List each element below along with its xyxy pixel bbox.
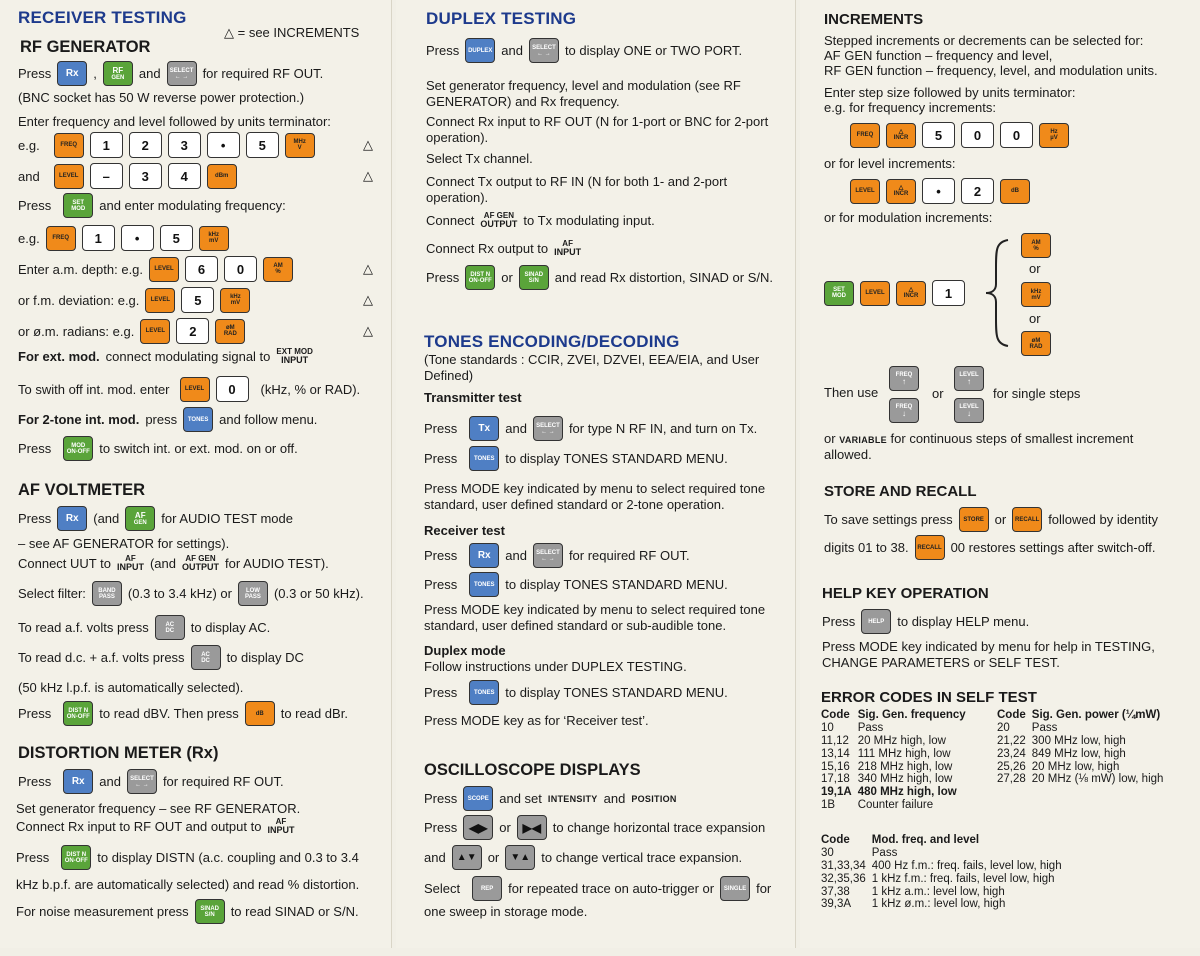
duplex-line-1: Press DUPLEX and SELECT ← → to display ONE or TWO PORT. [426, 38, 742, 63]
db-key[interactable]: dB [245, 701, 275, 726]
osc-line-5: one sweep in storage mode. [424, 904, 588, 919]
digit-key[interactable]: 5 [181, 287, 214, 313]
minus-key[interactable]: – [90, 163, 123, 189]
osc-line-3: and ▲▼ or ▼▲ to change vertical trace expansion. [424, 845, 742, 870]
table-row [821, 773, 972, 786]
error-description: 1 kHz a.m.: level low, high [871, 885, 1005, 898]
table-row [997, 773, 1169, 786]
eg-freq-row: e.g. FREQ 1 2 3 • 5 MHz V △ [18, 132, 373, 158]
afv-dbv-row: Press DIST N ON-OFF to read dBV. Then press dB to read dBr. [18, 701, 348, 726]
af-input-label: AF INPUT [267, 817, 295, 835]
error-description: Pass [1031, 721, 1058, 734]
switch-off-mod-row: To swith off int. mod. enter LEVEL 0 (kHz, % or RAD). [18, 376, 360, 402]
incr-line-2: AF GEN function – frequency and level, [824, 48, 1053, 63]
duplex-mode-line-1: Follow instructions under DUPLEX TESTING. [424, 659, 687, 674]
recall-key[interactable]: RECALL [1012, 507, 1042, 532]
increments-triangle: △ [363, 323, 373, 338]
af-gen-output-label: AF GEN OUTPUT [480, 211, 518, 229]
or-label: or [932, 386, 944, 401]
am-pct-key[interactable]: AM % [263, 257, 293, 282]
afv-ac-row: To read a.f. volts press AC DC to display AC. [18, 615, 270, 640]
duplex-tones-panel [396, 0, 796, 948]
increments-triangle: △ [363, 137, 373, 152]
om-rad-key[interactable]: øM RAD [215, 319, 245, 344]
level-key[interactable]: LEVEL [54, 164, 84, 189]
increments-panel [800, 0, 1200, 948]
hz-uv-key[interactable]: Hz µV [1039, 123, 1069, 148]
error-description: Counter failure [857, 799, 934, 812]
error-description: 1 kHz f.m.: freq. fails, level low, high [871, 872, 1055, 885]
afv-line-3: Connect UUT to AF INPUT (and AF GEN OUTPUT for AUDIO TEST). [18, 554, 329, 572]
rx-key[interactable]: Rx [63, 769, 93, 794]
osc-line-4: Select REP for repeated trace on auto-trigger or SINGLE for [424, 876, 771, 901]
tone-standards: (Tone standards : CCIR, ZVEI, DZVEI, EEA/EIA, and User Defined) [424, 352, 760, 383]
table-row [821, 886, 1068, 899]
variable-line: or VARIABLE for continuous steps of smallest increment allowed. [824, 431, 1134, 462]
table-row [821, 898, 1068, 911]
or-label: or [1029, 311, 1041, 326]
mhz-v-key[interactable]: MHz V [285, 133, 315, 158]
duplex-line-7: Connect Rx output to AF INPUT [426, 239, 582, 257]
dist-noise-row: For noise measurement press SINAD S/N to read SINAD or S/N. [16, 899, 359, 924]
digit-key[interactable]: 2 [129, 132, 162, 158]
rfgen-line-1: Press Rx , RF GEN and SELECT ← → for required RF OUT. [18, 61, 388, 86]
error-code: 15,16 [821, 760, 850, 773]
select-key[interactable]: SELECT ← → [127, 769, 157, 794]
incr-line-7: or for modulation increments: [824, 210, 993, 225]
ac-dc-key[interactable]: AC DC [191, 645, 221, 670]
afv-lpf-note: (50 kHz l.p.f. is automatically selected). [18, 680, 244, 695]
select-key[interactable]: SELECT ← → [167, 61, 197, 86]
error-description: 111 MHz high, low [857, 747, 951, 760]
tx-line-2: Press TONES to display TONES STANDARD MENU. [424, 446, 728, 471]
incr-key[interactable]: △ INCR [886, 123, 916, 148]
level-key[interactable]: LEVEL [140, 319, 170, 344]
single-key[interactable]: SINGLE [720, 876, 750, 901]
table-row [821, 847, 1068, 860]
table-row [997, 748, 1169, 761]
level-key[interactable]: LEVEL [860, 281, 890, 306]
table-row [821, 761, 972, 774]
error-code: 31,33,34 [821, 859, 866, 872]
tones-key[interactable]: TONES [469, 572, 499, 597]
error-description: 849 MHz low, high [1031, 747, 1126, 760]
receiver-test-heading: Receiver test [424, 523, 505, 538]
error-code: 37,38 [821, 885, 850, 898]
table-row [821, 748, 972, 761]
level-key[interactable]: LEVEL [850, 179, 880, 204]
store-recall-heading: STORE AND RECALL [824, 483, 977, 500]
digit-key[interactable]: 0 [224, 256, 257, 282]
incr-line-5: e.g. for frequency increments: [824, 100, 996, 115]
oscilloscope-heading: OSCILLOSCOPE DISPLAYS [424, 761, 641, 779]
store-line-2: digits 01 to 38. RECALL 00 restores settings after switch-off. [824, 535, 1156, 560]
digit-key[interactable]: 2 [961, 178, 994, 204]
error-code: 11,12 [821, 734, 849, 747]
error-description: 1 kHz ø.m.: level low, high [871, 898, 1006, 911]
table-row [821, 722, 972, 735]
receiver-testing-title: RECEIVER TESTING [18, 8, 187, 27]
afv-line-1: Press Rx (and AF GEN for AUDIO TEST mode [18, 506, 293, 531]
select-key[interactable]: SELECT ← → [533, 543, 563, 568]
digit-key[interactable]: 1 [82, 225, 115, 251]
dot-key[interactable]: • [121, 225, 154, 251]
duplex-line-2: Set generator frequency, level and modulation (see RF GENERATOR) and Rx frequency. [426, 78, 741, 109]
dot-key[interactable]: • [207, 132, 240, 158]
freq-incr-row [850, 122, 1069, 148]
digit-key[interactable]: 0 [216, 376, 249, 402]
incr-key[interactable]: △ INCR [896, 281, 926, 306]
or-label: or [1029, 261, 1041, 276]
rx-line-3: Press MODE key indicated by menu to select required tone standard, user defined standard or sub-audible tone. [424, 602, 766, 633]
osc-line-1: Press SCOPE and set INTENSITY and POSITION [424, 786, 677, 811]
scope-key[interactable]: SCOPE [463, 786, 493, 811]
error-description: 400 Hz f.m.: freq. fails, level low, high [871, 859, 1062, 872]
fm-deviation-row: or f.m. deviation: e.g. LEVEL 5 kHz mV △ [18, 287, 373, 313]
sinad-key[interactable]: SINAD S/N [195, 899, 225, 924]
power-error-table: Code Sig. Gen. power (¼mW) 20 Pass 21,22 300 MHz low, high 23,24 849 MHz low, high 25,26 20 MHz low, high 27,28 20 MHz (⅛ mW) low, high [997, 709, 1169, 786]
freq-down-key[interactable]: FREQ ↓ [889, 398, 919, 423]
select-key[interactable]: SELECT ← → [529, 38, 559, 63]
recall-key[interactable]: RECALL [915, 535, 945, 560]
rx-key[interactable]: Rx [57, 506, 87, 531]
duplex-mode-line-3: Press MODE key as for ‘Receiver test’. [424, 713, 649, 728]
select-key[interactable]: SELECT ← → [533, 416, 563, 441]
error-description: 340 MHz high, low [857, 773, 953, 786]
help-line-2: Press MODE key indicated by menu for help in TESTING, CHANGE PARAMETERS or SELF TEST. [822, 639, 1155, 670]
digit-key[interactable]: 5 [922, 122, 955, 148]
store-key[interactable]: STORE [959, 507, 989, 532]
error-code: 21,22 [997, 734, 1026, 747]
incr-line-6: or for level increments: [824, 156, 956, 171]
duplex-line-6: Connect AF GEN OUTPUT to Tx modulating input. [426, 211, 655, 229]
osc-line-2: Press ◀▶ or ▶◀ to change horizontal trace expansion [424, 815, 765, 840]
table-row [821, 860, 1068, 873]
distn-onoff-key[interactable]: DIST N ON-OFF [465, 265, 495, 290]
freq-key[interactable]: FREQ [46, 226, 76, 251]
duplex-line-5: Connect Tx output to RF IN (N for both 1- and 2-port operation). [426, 174, 728, 205]
level-key[interactable]: LEVEL [145, 288, 175, 313]
error-description: Pass [857, 721, 884, 734]
incr-key[interactable]: △ INCR [886, 179, 916, 204]
tones-title: TONES ENCODING/DECODING [424, 332, 680, 351]
increments-triangle: △ [363, 292, 373, 307]
error-code: 10 [821, 721, 834, 734]
rx-key[interactable]: Rx [57, 61, 87, 86]
transmitter-test-heading: Transmitter test [424, 390, 522, 405]
afv-filter-row: Select filter: BAND PASS (0.3 to 3.4 kHz) or LOW PASS (0.3 or 50 kHz). [18, 581, 364, 606]
enter-freq-text: Enter frequency and level followed by units terminator: [18, 114, 331, 129]
duplex-line-3: Connect Rx input to RF OUT (N for 1-port or BNC for 2-port operation). [426, 114, 769, 145]
error-description: 20 MHz high, low [857, 734, 946, 747]
db-key[interactable]: dB [1000, 179, 1030, 204]
error-code: 25,26 [997, 760, 1026, 773]
digit-key[interactable]: 0 [1000, 122, 1033, 148]
vertical-contract-key[interactable]: ▼▲ [505, 845, 535, 870]
am-depth-row: Enter a.m. depth: e.g. LEVEL 6 0 AM % △ [18, 256, 373, 282]
error-description: 20 MHz (⅛ mW) low, high [1031, 773, 1164, 786]
tones-key[interactable]: TONES [469, 680, 499, 705]
freq-error-table: Code Sig. Gen. frequency 10 Pass 11,12 20 MHz high, low 13,14 111 MHz high, low 15,16 218 MHz high, low 17,18 340 MHz high, low 19,1A 480 MHz high, low 1B Counter failure [821, 709, 972, 812]
digit-key[interactable]: 6 [185, 256, 218, 282]
khz-mv-key[interactable]: kHz mV [199, 226, 229, 251]
error-code: 39,3A [821, 898, 852, 911]
increments-note: △ = see INCREMENTS [224, 25, 360, 40]
error-code: 32,35,36 [821, 872, 866, 885]
freq-key[interactable]: FREQ [54, 133, 84, 158]
duplex-key[interactable]: DUPLEX [465, 38, 495, 63]
error-code: 20 [997, 721, 1010, 734]
tones-key[interactable]: TONES [183, 407, 213, 432]
error-description: 480 MHz high, low [857, 786, 957, 799]
low-pass-key[interactable]: LOW PASS [238, 581, 268, 606]
duplex-testing-title: DUPLEX TESTING [426, 9, 577, 28]
band-pass-key[interactable]: BAND PASS [92, 581, 122, 606]
error-code: 13,14 [821, 747, 850, 760]
incr-line-3: RF GEN function – frequency, level, and modulation units. [824, 63, 1158, 78]
level-key[interactable]: LEVEL [180, 377, 210, 402]
bnc-note: (BNC socket has 50 W reverse power protection.) [18, 90, 305, 105]
khz-mv-key[interactable]: kHz mV [220, 288, 250, 313]
dist-line-5: kHz b.p.f. are automatically selected) and read % distortion. [16, 877, 360, 892]
receiver-testing-panel [0, 0, 392, 948]
af-input-label: AF INPUT [116, 554, 144, 572]
freq-up-key[interactable]: FREQ ↑ [889, 366, 919, 391]
error-description: Pass [871, 846, 898, 859]
rf-gen-key[interactable]: RF GEN [103, 61, 133, 86]
error-description: 300 MHz low, high [1031, 734, 1126, 747]
help-heading: HELP KEY OPERATION [822, 585, 989, 602]
dist-line-1: Press Rx and SELECT ← → for required RF OUT. [18, 769, 284, 794]
error-code: 1B [821, 799, 836, 812]
help-key[interactable]: HELP [861, 609, 891, 634]
vertical-expand-key[interactable]: ▲▼ [452, 845, 482, 870]
error-description: 20 MHz low, high [1031, 760, 1120, 773]
rx-line-2: Press TONES to display TONES STANDARD MENU. [424, 572, 728, 597]
rep-key[interactable]: REP [472, 876, 502, 901]
khz-mv-key[interactable]: kHz mV [1021, 282, 1051, 307]
help-line-1: Press HELP to display HELP menu. [822, 609, 1029, 634]
set-mod-key[interactable]: SET MOD [63, 193, 93, 218]
duplex-line-4: Select Tx channel. [426, 151, 533, 166]
af-input-label: AF INPUT [554, 239, 582, 257]
digit-key[interactable]: 1 [90, 132, 123, 158]
duplex-mode-heading: Duplex mode [424, 643, 506, 658]
increments-triangle: △ [363, 261, 373, 276]
digit-key[interactable]: 0 [961, 122, 994, 148]
afv-dc-row: To read d.c. + a.f. volts press AC DC to display DC [18, 645, 304, 670]
duplex-mode-line-2: Press TONES to display TONES STANDARD MENU. [424, 680, 728, 705]
error-description: 218 MHz high, low [857, 760, 953, 773]
om-radians-row: or ø.m. radians: e.g. LEVEL 2 øM RAD △ [18, 318, 373, 344]
table-row [997, 761, 1169, 774]
error-code: 27,28 [997, 773, 1026, 786]
set-mod-key[interactable]: SET MOD [824, 281, 854, 306]
freq-key[interactable]: FREQ [850, 123, 880, 148]
dist-line-4: Press DIST N ON-OFF to display DISTN (a.c. coupling and 0.3 to 3.4 [16, 845, 359, 870]
af-gen-key[interactable]: AF GEN [125, 506, 155, 531]
level-down-key[interactable]: LEVEL ↓ [954, 398, 984, 423]
digit-key[interactable]: 2 [176, 318, 209, 344]
digit-key[interactable]: 3 [129, 163, 162, 189]
distn-onoff-key[interactable]: DIST N ON-OFF [63, 701, 93, 726]
error-code: 23,24 [997, 747, 1026, 760]
rx-key[interactable]: Rx [469, 543, 499, 568]
mod-onoff-key[interactable]: MOD ON-OFF [63, 436, 93, 461]
table-row [821, 799, 972, 812]
af-voltmeter-heading: AF VOLTMETER [18, 481, 146, 499]
dist-line-3: Connect Rx input to RF OUT and output to AF INPUT [16, 817, 295, 835]
horizontal-contract-key[interactable]: ▶◀ [517, 815, 547, 840]
error-codes-heading: ERROR CODES IN SELF TEST [821, 689, 1037, 706]
single-steps-label: for single steps [993, 386, 1081, 401]
horizontal-expand-key[interactable]: ◀▶ [463, 815, 493, 840]
increments-heading: INCREMENTS [824, 11, 924, 28]
incr-line-1: Stepped increments or decrements can be selected for: [824, 33, 1144, 48]
table-row [997, 722, 1169, 735]
distn-onoff-key[interactable]: DIST N ON-OFF [61, 845, 91, 870]
om-rad-key[interactable]: øM RAD [1021, 331, 1051, 356]
am-pct-key[interactable]: AM % [1021, 233, 1051, 258]
digit-key[interactable]: 4 [168, 163, 201, 189]
dot-key[interactable]: • [922, 178, 955, 204]
rx-line-1: Press Rx and SELECT ← → for required RF OUT. [424, 543, 690, 568]
digit-key[interactable]: 5 [246, 132, 279, 158]
table-row [821, 873, 1068, 886]
error-code: 19,1A [821, 786, 852, 799]
sinad-key[interactable]: SINAD S/N [519, 265, 549, 290]
mod-incr-row [824, 280, 965, 306]
tx-line-3: Press MODE key indicated by menu to select required tone standard, user defined standard or 2-tone operation. [424, 481, 766, 512]
level-key[interactable]: LEVEL [149, 257, 179, 282]
set-mod-row: Press SET MOD and enter modulating frequency: [18, 193, 286, 218]
error-code: 17,18 [821, 773, 850, 786]
duplex-line-8: Press DIST N ON-OFF or SINAD S/N and read Rx distortion, SINAD or S/N. [426, 265, 773, 290]
brace-icon [982, 238, 1012, 348]
digit-key[interactable]: 1 [932, 280, 965, 306]
then-use-label: Then use [824, 385, 879, 400]
digit-key[interactable]: 3 [168, 132, 201, 158]
tx-key[interactable]: Tx [469, 416, 499, 441]
mod-error-table: Code Mod. freq. and level 30 Pass 31,33,34 400 Hz f.m.: freq. fails, level low, high 32,35,36 1 kHz f.m.: freq. fails, level low, high 37,38 1 kHz a.m.: level low, high 39,3A 1 kHz ø.m.: level low, high [821, 834, 1068, 911]
table-row [997, 735, 1169, 748]
dist-line-2: Set generator frequency – see RF GENERATOR. [16, 801, 301, 816]
dbm-key[interactable]: dBm [207, 164, 237, 189]
ext-mod-row: For ext. mod. connect modulating signal to EXT MOD INPUT [18, 347, 313, 365]
increments-triangle: △ [363, 168, 373, 183]
store-line-1: To save settings press STORE or RECALL followed by identity [824, 507, 1158, 532]
tx-line-1: Press Tx and SELECT ← → for type N RF IN, and turn on Tx. [424, 416, 757, 441]
level-incr-row [850, 178, 1030, 204]
ext-mod-input-label: EXT MOD INPUT [276, 347, 313, 365]
rf-generator-heading: RF GENERATOR [20, 38, 151, 56]
afv-line-2: – see AF GENERATOR for settings). [18, 536, 230, 551]
ac-dc-key[interactable]: AC DC [155, 615, 185, 640]
incr-line-4: Enter step size followed by units terminator: [824, 85, 1076, 100]
and-level-row: and LEVEL – 3 4 dBm △ [18, 163, 373, 189]
table-row [821, 735, 972, 748]
level-up-key[interactable]: LEVEL ↑ [954, 366, 984, 391]
distortion-meter-heading: DISTORTION METER (Rx) [18, 744, 219, 762]
eg-mod-freq-row: e.g. FREQ 1 • 5 kHz mV [18, 225, 229, 251]
error-code: 30 [821, 846, 834, 859]
af-gen-output-label: AF GEN OUTPUT [182, 554, 219, 572]
mod-onoff-row: Press MOD ON-OFF to switch int. or ext. mod. on or off. [18, 436, 298, 461]
tones-key[interactable]: TONES [469, 446, 499, 471]
two-tone-row: For 2-tone int. mod. press TONES and follow menu. [18, 407, 317, 432]
digit-key[interactable]: 5 [160, 225, 193, 251]
table-row [821, 786, 972, 799]
